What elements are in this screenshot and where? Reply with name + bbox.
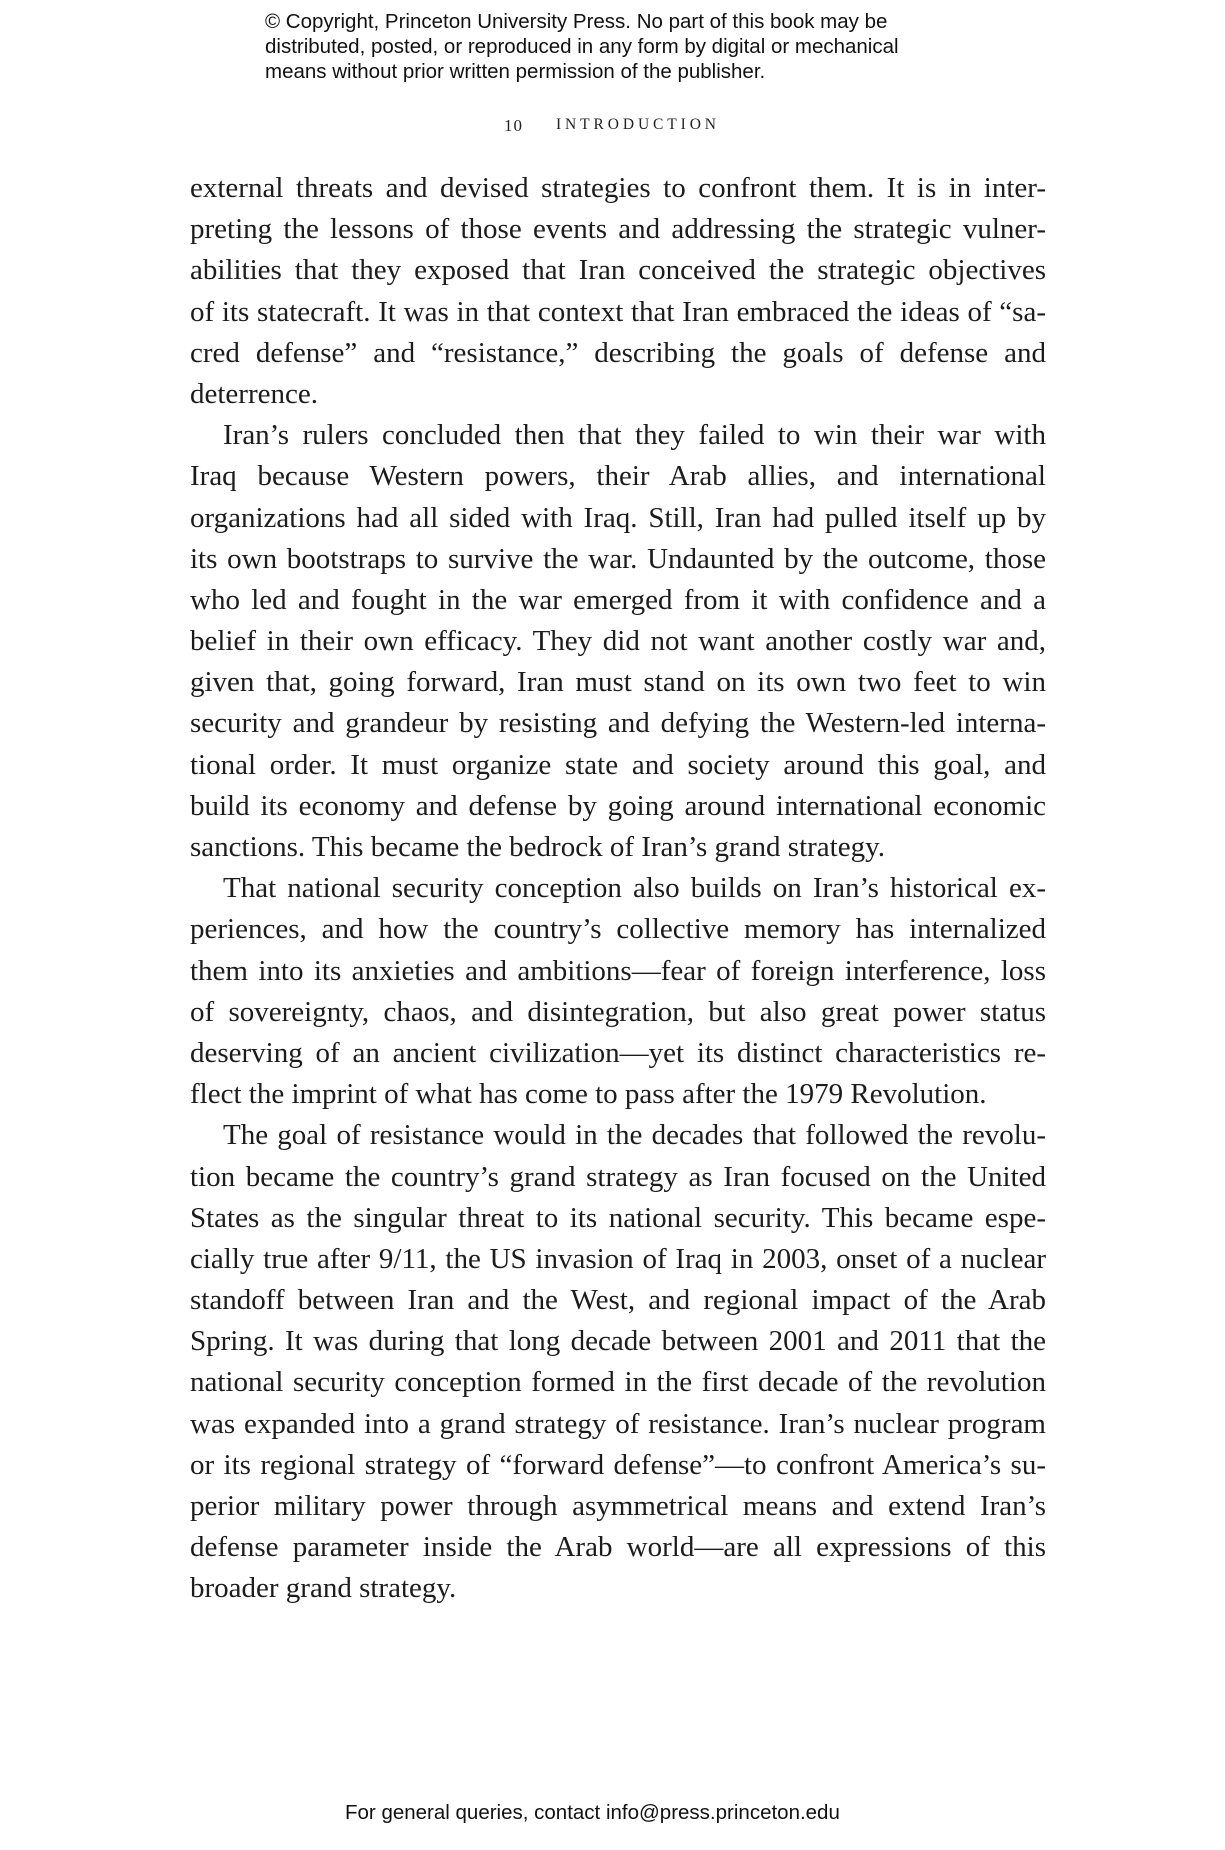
text-line: national security conception formed in the first decade of the revolution	[190, 1366, 1046, 1399]
page-number: 10	[504, 116, 523, 135]
text-line: perior military power through asymmetrical means and extend Iran’s	[190, 1490, 1046, 1522]
text-line: build its economy and defense by going around international economic	[190, 789, 1046, 822]
text-line: sanctions. This became the bedrock of Iran’s grand strategy.	[190, 831, 885, 863]
text-line: external threats and devised strategies to confront them. It is in inter-	[190, 172, 1046, 204]
copyright-line: means without prior written permission of the publisher.	[265, 60, 766, 83]
running-head	[0, 113, 1225, 137]
text-line: who led and fought in the war emerged from it with confidence and a	[190, 583, 1046, 616]
body-text	[190, 168, 1046, 1610]
text-line: The goal of resistance would in the decades that followed the revolu-	[223, 1119, 1046, 1152]
text-line: was expanded into a grand strategy of resistance. Iran’s nuclear program	[190, 1407, 1046, 1440]
paragraph	[190, 168, 1046, 415]
text-line: tional order. It must organize state and society around this goal, and	[190, 748, 1046, 781]
text-line: or its regional strategy of “forward defense”—to confront America’s su-	[190, 1448, 1046, 1481]
text-line: preting the lessons of those events and addressing the strategic vulner-	[190, 213, 1046, 246]
text-line: tion became the country’s grand strategy as Iran focused on the United	[190, 1160, 1046, 1193]
copyright-line: distributed, posted, or reproduced in any form by digital or mechanical	[265, 35, 899, 58]
text-line: deserving of an ancient civilization—yet its distinct characteristics re-	[190, 1036, 1046, 1069]
text-line: broader grand strategy.	[190, 1572, 457, 1605]
copyright-line: © Copyright, Princeton University Press. No part of this book may be	[265, 10, 888, 33]
paragraph	[190, 868, 1046, 1115]
text-line: abilities that they exposed that Iran conceived the strategic objectives	[190, 254, 1046, 287]
footer-contact: For general queries, contact info@press.princeton.edu	[345, 1801, 840, 1824]
text-line: States as the singular threat to its national security. This became espe-	[190, 1201, 1046, 1234]
text-line: cred defense” and “resistance,” describing the goals of defense and	[190, 336, 1046, 369]
copyright-notice	[265, 9, 1025, 84]
paragraph	[190, 1115, 1046, 1609]
paragraph	[190, 415, 1046, 868]
text-line: deterrence.	[190, 377, 318, 410]
text-line: flect the imprint of what has come to pass after the 1979 Revolution.	[190, 1078, 987, 1111]
text-line: given that, going forward, Iran must stand on its own two feet to win	[190, 666, 1046, 699]
text-line: standoff between Iran and the West, and regional impact of the Arab	[190, 1284, 1046, 1317]
text-line: of sovereignty, chaos, and disintegration, but also great power status	[190, 995, 1046, 1028]
section-title: INTRODUCTION	[556, 116, 720, 133]
text-line: belief in their own efficacy. They did not want another costly war and,	[190, 625, 1046, 658]
text-line: them into its anxieties and ambitions—fear of foreign interference, loss	[190, 954, 1046, 987]
text-line: Iran’s rulers concluded then that they failed to win their war with	[223, 419, 1046, 452]
text-line: organizations had all sided with Iraq. Still, Iran had pulled itself up by	[190, 501, 1046, 534]
text-line: of its statecraft. It was in that context that Iran embraced the ideas of “sa-	[190, 295, 1046, 328]
text-line: its own bootstraps to survive the war. Undaunted by the outcome, those	[190, 542, 1046, 575]
text-line: Iraq because Western powers, their Arab allies, and international	[190, 460, 1046, 493]
text-line: periences, and how the country’s collective memory has internalized	[190, 913, 1046, 946]
text-line: That national security conception also builds on Iran’s historical ex-	[223, 872, 1046, 905]
text-line: security and grandeur by resisting and defying the Western-led interna-	[190, 707, 1046, 740]
text-line: cially true after 9/11, the US invasion of Iraq in 2003, onset of a nuclear	[190, 1242, 1046, 1275]
text-line: Spring. It was during that long decade between 2001 and 2011 that the	[190, 1325, 1046, 1358]
text-line: defense parameter inside the Arab world—are all expressions of this	[190, 1531, 1046, 1564]
